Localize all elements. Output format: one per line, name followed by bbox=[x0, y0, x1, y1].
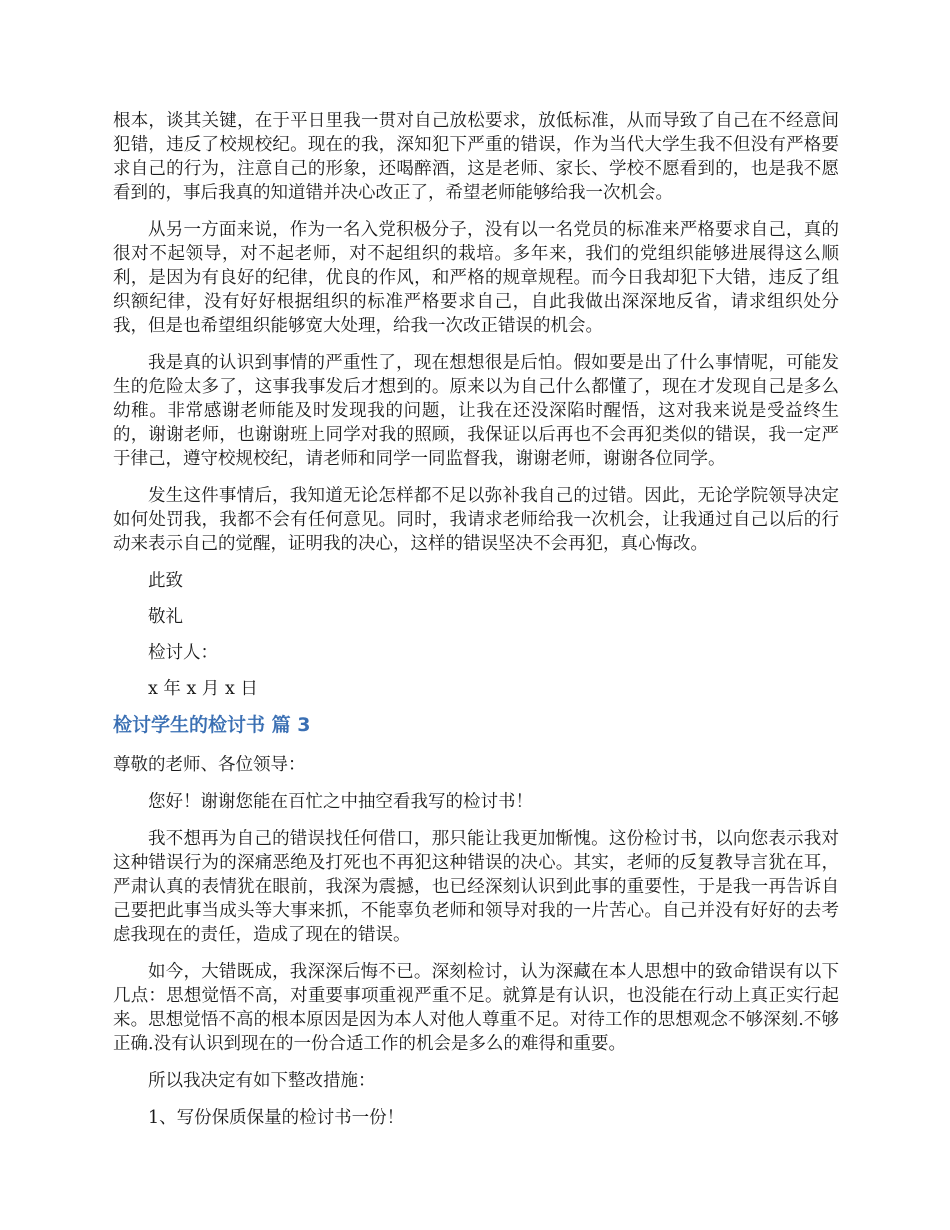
date-line: x 年 x 月 x 日 bbox=[148, 679, 258, 699]
paragraph-measures-intro: 所以我决定有如下整改措施： bbox=[148, 1071, 376, 1091]
section-title: 检讨学生的检讨书 篇 3 bbox=[113, 714, 311, 736]
paragraph-punishment: 发生这件事情后，我知道无论怎样都不足以弥补我自己的过错。因此，无论学院领导决定如何处罚我，我都不会有任何意见。同时，我请求老师给我一次机会，让我通过自己以后的行动来表示自己的觉醒，证明我的决心，这样的错误坚决不会再犯，真心悔改。 bbox=[113, 486, 839, 554]
paragraph-realization: 我是真的认识到事情的严重性了，现在想想很是后怕。假如要是出了什么事情呢，可能发生的危险太多了，这事我事发后才想到的。原来以为自己什么都懂了，现在才发现自己是多么幼稚。非常感谢老师能及时发现我的问题，让我在还没深陷时醒悟，这对我来说是受益终生的，谢谢老师，也谢谢班上同学对我的照顾，我保证以后再也不会再犯类似的错误，我一定严于律己，遵守校规校纪，请老师和同学一同监督我，谢谢老师，谢谢各位同学。 bbox=[113, 353, 839, 469]
list-item-measure-1: 1、写份保质保量的检讨书一份！ bbox=[148, 1108, 405, 1128]
closing-line-jingli: 敬礼 bbox=[148, 607, 183, 627]
signer-label: 检讨人： bbox=[148, 643, 218, 663]
closing-line-cizhi: 此致 bbox=[148, 571, 183, 591]
document-body bbox=[113, 109, 839, 1143]
paragraph-no-excuses: 我不想再为自己的错误找任何借口，那只能让我更加惭愧。这份检讨书，以向您表示我对这种错误行为的深痛恶绝及打死也不再犯这种错误的决心。其实，老师的反复教导言犹在耳，严肃认真的表情犹在眼前，我深为震撼，也已经深刻认识到此事的重要性，于是我一再告诉自己要把此事当成头等大事来抓，不能辜负老师和领导对我的一片苦心。自己并没有好好的去考虑我现在的责任，造成了现在的错误。 bbox=[113, 829, 839, 945]
paragraph-party-member: 从另一方面来说，作为一名入党积极分子，没有以一名党员的标准来严格要求自己，真的很对不起领导，对不起老师，对不起组织的栽培。多年来，我们的党组织能够进展得这么顺利，是因为有良好的纪律，优良的作风，和严格的规章规程。而今日我却犯下大错，违反了组织额纪律，没有好好根据组织的标准严格要求自己，自此我做出深深地反省，请求组织处分我，但是也希望组织能够宽大处理，给我一次改正错误的机会。 bbox=[113, 220, 839, 336]
paragraph-reflection: 如今，大错既成，我深深后悔不已。深刻检讨，认为深藏在本人思想中的致命错误有以下几点：思想觉悟不高，对重要事项重视严重不足。就算是有认识，也没能在行动上真正实行起来。思想觉悟不高的根本原因是因为本人对他人尊重不足。对待工作的思想观念不够深刻.不够正确.没有认识到现在的一份合适工作的机会是多么的难得和重要。 bbox=[113, 962, 839, 1054]
salutation: 尊敬的老师、各位领导： bbox=[113, 755, 306, 775]
paragraph-greeting: 您好！谢谢您能在百忙之中抽空看我写的检讨书！ bbox=[148, 792, 533, 812]
paragraph-root-cause: 根本，谈其关键，在于平日里我一贯对自己放松要求，放低标准，从而导致了自己在不经意间犯错，违反了校规校纪。现在的我，深知犯下严重的错误，作为当代大学生我不但没有严格要求自己的行为，注意自己的形象，还喝醉酒，这是老师、家长、学校不愿看到的，也是我不愿看到的，事后我真的知道错并决心改正了，希望老师能够给我一次机会。 bbox=[113, 111, 839, 203]
